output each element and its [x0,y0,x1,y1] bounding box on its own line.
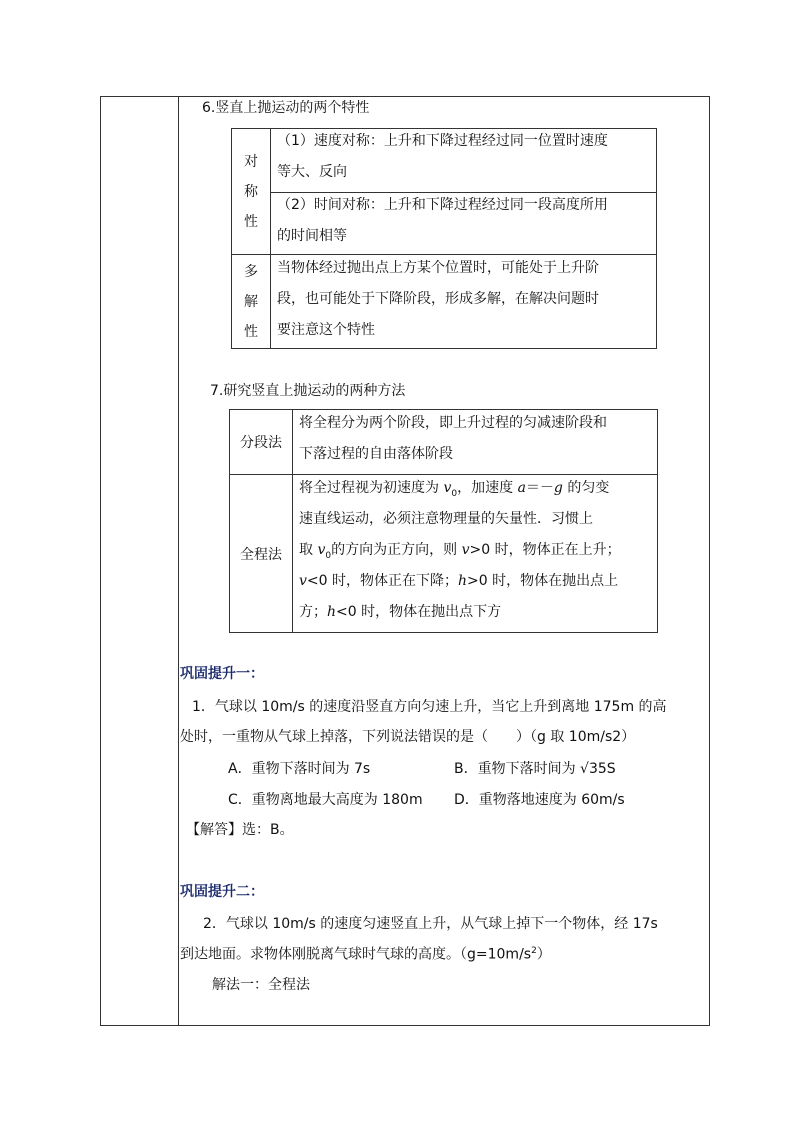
symmetry-label-cell [232,129,271,255]
cell-line-5: 方；h<0 时，物体在抛出点下方 [299,604,502,620]
cell-text: （1）速度对称：上升和下降过程经过同一位置时速度 [277,133,608,149]
cell-line-4: v<0 时，物体正在下降；h>0 时，物体在抛出点上 [299,573,619,589]
cell-text: 要注意这个特性 [277,322,375,338]
outer-table-divider [178,96,179,1026]
symbol-h: h [458,573,468,589]
section6-heading: 6.竖直上抛运动的两个特性 [202,100,370,116]
methods-table [229,409,658,633]
symbol-v: v [317,542,326,558]
cell-text: 的时间相等 [277,228,347,244]
label-char: 对 [244,153,258,170]
option-b: B．重物下落时间为 √35S [454,761,616,777]
practice2-question-line2: 到达地面。求物体刚脱离气球时气球的高度。$(g=10m/s^2)$ [180,946,551,963]
symbol-v: v [461,542,470,558]
cell-line-2: 速直线运动，必须注意物理量的矢量性．习惯上 [299,511,593,527]
label-char: 性 [244,323,258,340]
segment-method-label: 分段法 [230,410,293,475]
option-a: A．重物下落时间为 7s [228,761,371,777]
practice1-question-line2: 处时，一重物从气球上掉落，下列说法错误的是（ ）（g 取 10m/s2） [180,729,636,745]
multi-solution-cell [271,255,657,349]
symbol-v: v [443,480,452,496]
practice1-title: 巩固提升一： [180,666,264,682]
option-d: D．重物落地速度为 60m/s [454,792,625,808]
symbol-a: a [517,480,526,496]
cell-text: 段，也可能处于下降阶段，形成多解，在解决问题时 [277,291,599,307]
label-char: 解 [244,293,258,310]
practice2-title: 巩固提升二： [180,884,264,900]
practice1-question-line1: 1．气球以 10m/s 的速度沿竖直方向匀速上升，当它上升到离地 175m 的高 [192,699,667,715]
section7-heading: 7.研究竖直上抛运动的两种方法 [210,383,406,399]
time-symmetry-cell [271,193,657,255]
superscript-two: 2 [531,946,537,956]
cell-text: （2）时间对称：上升和下降过程经过同一段高度所用 [277,197,608,213]
label-char: 多 [244,263,258,280]
option-c: C．重物离地最大高度为 180m [228,792,423,808]
symbol-h: h [327,604,337,620]
practice2-method: 解法一：全程法 [212,977,310,993]
cell-line-3: 取 $v_0$的方向为正方向，则 v>0 时，物体正在上升； [299,542,621,561]
cell-text: 当物体经过抛出点上方某个位置时，可能处于上升阶 [277,260,599,276]
subscript-zero: 0 [325,550,332,561]
practice1-answer: 【解答】选：B。 [186,822,294,838]
symbol-v: v [299,573,307,589]
symbol-g: g [553,480,563,496]
whole-method-cell [293,475,658,633]
velocity-symmetry-cell [271,129,657,193]
cell-line-1: 将全过程视为初速度为 $v_0$，加速度 a＝－g 的匀变 [299,480,610,499]
cell-text: 将全程分为两个阶段，即上升过程的匀减速阶段和 [299,415,607,431]
whole-method-label: 全程法 [230,475,293,633]
subscript-zero: 0 [451,488,458,499]
cell-text: 下落过程的自由落体阶段 [299,446,453,462]
cell-text: 等大、反向 [277,164,347,180]
symmetry-table [231,128,657,349]
multi-solution-label-cell [232,255,271,349]
practice2-question-line1: 2．气球以 10m/s 的速度匀速竖直上升，从气球上掉下一个物体，经 17s [203,916,658,932]
label-char: 性 [244,213,258,230]
label-char: 称 [244,183,258,200]
segment-method-cell [293,410,658,475]
